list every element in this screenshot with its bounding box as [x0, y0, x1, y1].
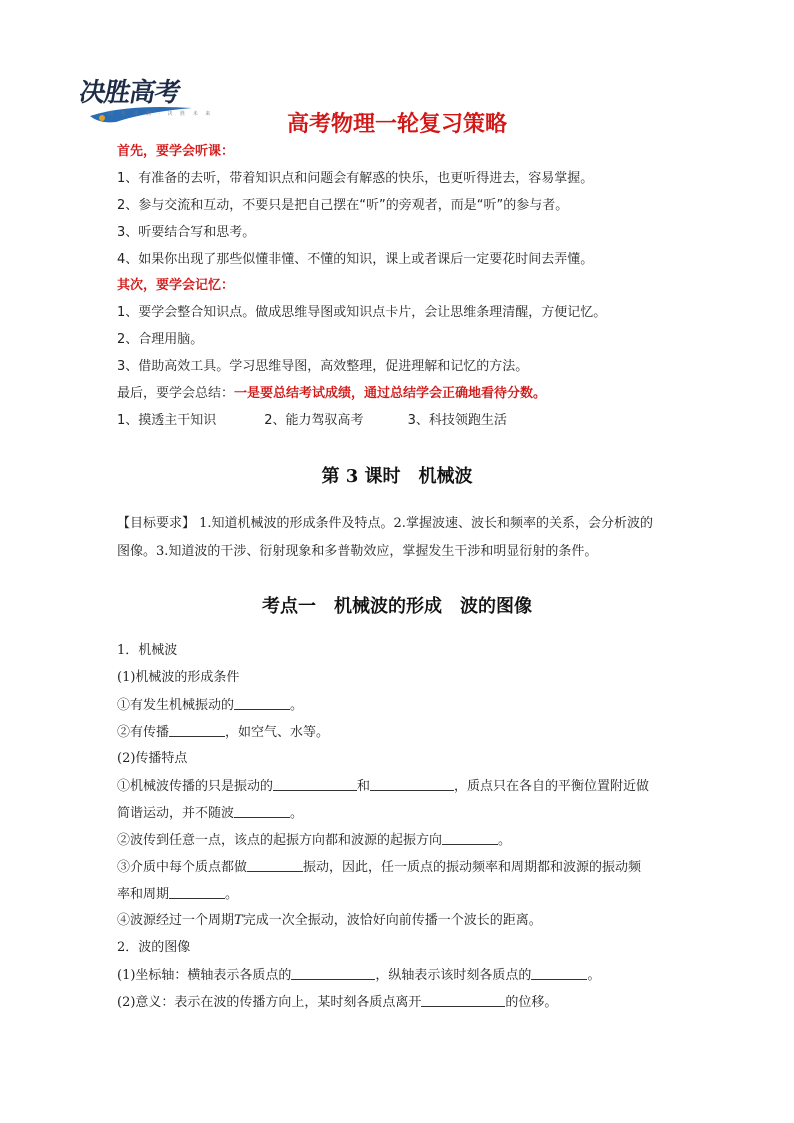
bottom-item-2: 2、能力驾驭高考 — [264, 413, 364, 428]
blank — [442, 831, 498, 845]
last-prefix: 最后，要学会总结： — [117, 386, 235, 401]
blank — [234, 696, 290, 710]
second-item-1: 1、要学会整合知识点。做成思维导图或知识点卡片，会让思维条理清醒，方便记忆。 — [117, 305, 607, 320]
subheading-propagation: (2)传播特点 — [117, 751, 188, 766]
p3-text-a: ③介质中每个质点都做 — [117, 860, 248, 875]
logo-subtitle: 高 考 冲 刺 · 决 胜 未 来 — [108, 111, 214, 117]
last-line — [117, 385, 546, 403]
blank — [169, 885, 225, 899]
p4-text-b: 完成一次全振动，波恰好向前传播一个波长的距离。 — [242, 913, 542, 928]
goal-line-1: 【目标要求】 1.知道机械波的形成条件及特点。2.掌握波速、波长和频率的关系，会分析波的 — [117, 516, 653, 531]
second-item-3: 3、借助高效工具。学习思维导图，高效整理，促进理解和记忆的方法。 — [117, 359, 529, 374]
propagation-3-line-1 — [117, 858, 641, 877]
graph-meaning — [117, 993, 557, 1012]
first-item-2: 2、参与交流和互动，不要只是把自己摆在“听”的旁观者，而是“听”的参与者。 — [117, 198, 569, 213]
section-number: 考点一 — [262, 596, 316, 617]
bottom-item-1: 1、摸透主干知识 — [117, 413, 217, 428]
p1-text-b: 和 — [357, 779, 371, 794]
logo-text: 决胜高考 — [76, 78, 183, 108]
condition-1-end: 。 — [290, 698, 304, 713]
p3-text-c: 率和周期 — [117, 887, 170, 902]
q1-text-a: (1)坐标轴：横轴表示各质点的 — [117, 968, 292, 983]
condition-2 — [117, 723, 329, 742]
p1-text-a: ①机械波传播的只是振动的 — [117, 779, 274, 794]
p4-text-a: ④波源经过一个周期 — [117, 913, 235, 928]
blank — [247, 858, 303, 872]
p3-text-b: 振动，因此，任一质点的振动频率和周期都和波源的振动频 — [303, 860, 642, 875]
p2-text-a: ②波传到任意一点，该点的起振方向都和波源的起振方向 — [117, 833, 443, 848]
lesson-number: 第 3 课时 — [321, 466, 401, 487]
condition-2-end: ，如空气、水等。 — [225, 725, 330, 740]
propagation-3-line-2 — [117, 885, 238, 904]
blank — [421, 993, 505, 1007]
first-item-3: 3、听要结合写和思考。 — [117, 225, 256, 240]
blank — [291, 966, 375, 980]
page-title: 高考物理一轮复习策略 — [286, 112, 507, 137]
p1-text-c: ，质点只在各自的平衡位置附近做 — [454, 779, 650, 794]
propagation-4 — [117, 912, 542, 930]
lesson-title — [0, 462, 794, 488]
graph-axes — [117, 966, 600, 985]
blank — [531, 966, 587, 980]
condition-1 — [117, 696, 303, 715]
heading-mechanical-wave: 1．机械波 — [117, 643, 178, 658]
subheading-formation: (1)机械波的形成条件 — [117, 670, 240, 685]
first-heading: 首先，要学会听课： — [117, 144, 235, 159]
second-item-2: 2、合理用脑。 — [117, 332, 204, 347]
goal-paragraph — [117, 510, 683, 566]
section-topic-2: 波的图像 — [460, 596, 532, 617]
q1-text-c: 。 — [587, 968, 601, 983]
propagation-2 — [117, 831, 511, 850]
p2-text-b: 。 — [498, 833, 512, 848]
bottom-item-3: 3、科技领跑生活 — [407, 413, 507, 428]
q1-text-b: ，纵轴表示该时刻各质点的 — [375, 968, 532, 983]
q2-text-b: 的位移。 — [505, 995, 558, 1010]
section-topic-1: 机械波的形成 — [334, 596, 442, 617]
condition-2-text: ②有传播 — [117, 725, 170, 740]
section-title — [0, 592, 794, 618]
blank — [273, 777, 357, 791]
p3-text-d: 。 — [225, 887, 239, 902]
first-item-4: 4、如果你出现了那些似懂非懂、不懂的知识，课上或者课后一定要花时间去弄懂。 — [117, 252, 594, 267]
p1-text-d: 简谐运动，并不随波 — [117, 806, 235, 821]
first-item-1: 1、有准备的去听，带着知识点和问题会有解惑的快乐，也更听得进去，容易掌握。 — [117, 171, 594, 186]
q2-text-a: (2)意义：表示在波的传播方向上，某时刻各质点离开 — [117, 995, 422, 1010]
bottom-items — [117, 412, 507, 430]
blank — [370, 777, 454, 791]
second-heading: 其次，要学会记忆： — [117, 278, 235, 293]
goal-line-2: 图像。3.知道波的干涉、衍射现象和多普勒效应，掌握发生干涉和明显衍射的条件。 — [117, 544, 598, 559]
propagation-1-line-2 — [117, 804, 303, 823]
blank — [234, 804, 290, 818]
blank — [169, 723, 225, 737]
condition-1-text: ①有发生机械振动的 — [117, 698, 235, 713]
propagation-1-line-1 — [117, 777, 649, 796]
last-red-text: 一是要总结考试成绩，通过总结学会正确地看待分数。 — [234, 386, 547, 401]
period-symbol: T — [234, 913, 243, 928]
p1-text-e: 。 — [290, 806, 304, 821]
heading-wave-graph: 2．波的图像 — [117, 940, 191, 955]
lesson-topic: 机械波 — [418, 466, 473, 487]
